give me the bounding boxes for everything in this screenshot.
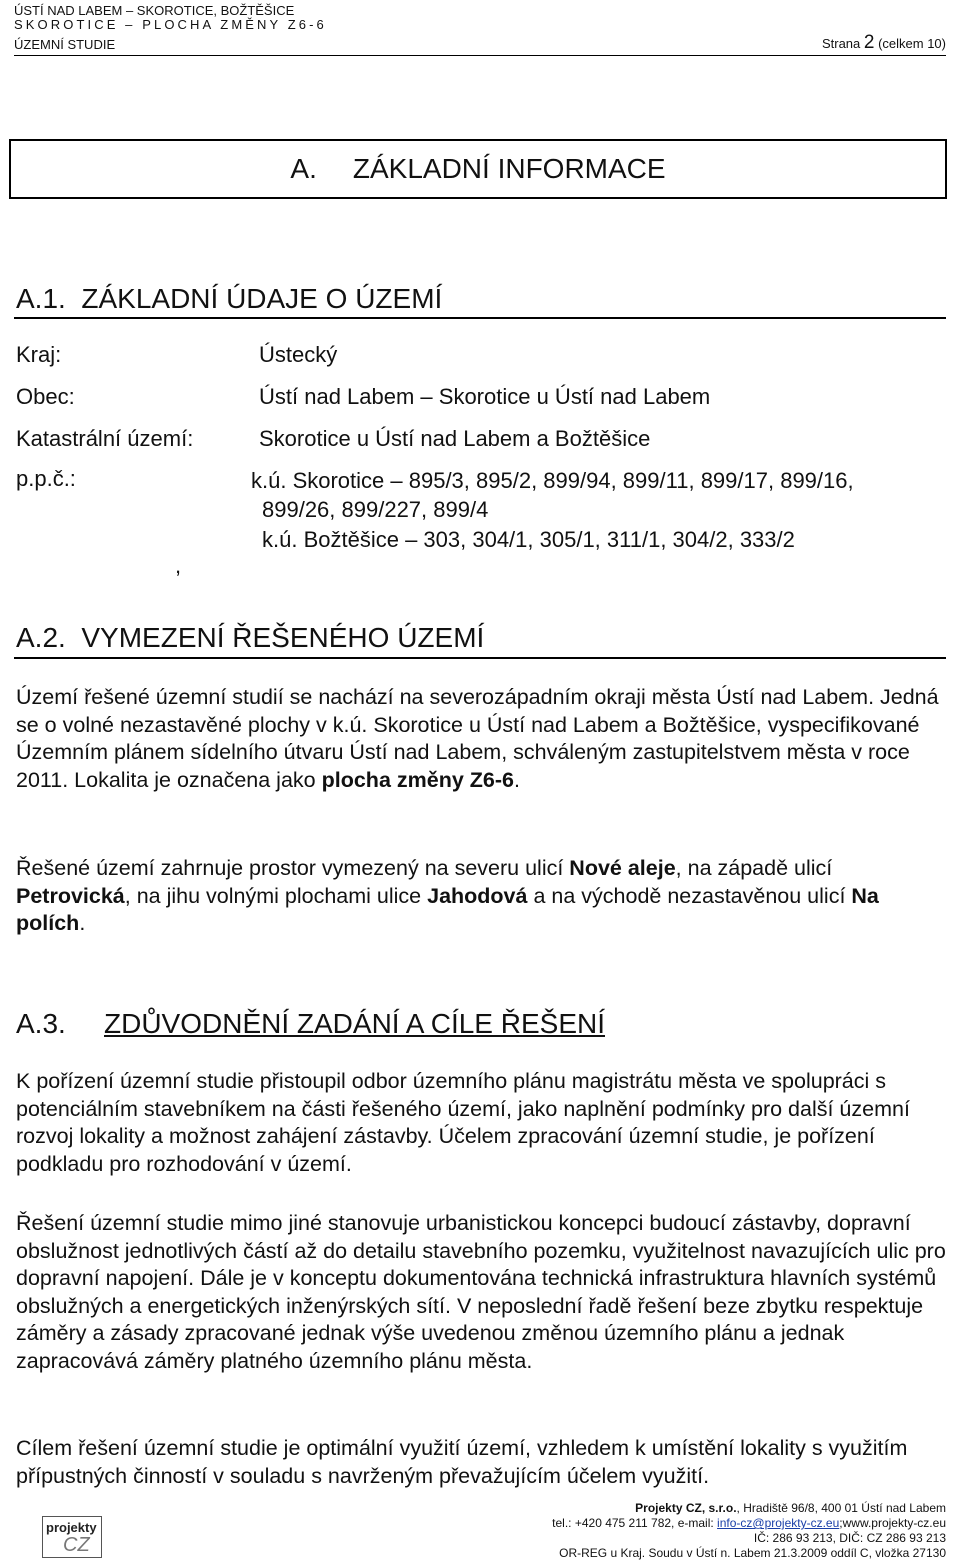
header-project-line: ÚSTÍ NAD LABEM – SKOROTICE, BOŽTĚŠICE	[14, 3, 295, 18]
chapter-title-box	[9, 139, 947, 199]
chapter-title: ZÁKLADNÍ INFORMACE	[352, 153, 666, 184]
logo-text: projekty	[46, 1520, 97, 1535]
section-a2-rule	[14, 657, 946, 659]
section-a1-rule	[14, 317, 946, 319]
street-nove-aleje: Nové aleje	[569, 856, 676, 880]
page-number: 2	[863, 32, 875, 53]
page-indicator	[822, 32, 946, 54]
a2-p2-text-f: .	[79, 911, 86, 935]
footer-register: OR-REG u Kraj. Soudu v Ústí n. Labem 21.3.2009 oddíl C, vložka 27130	[559, 1546, 946, 1560]
a2-p2-text-c: , na západě ulicí	[675, 856, 833, 880]
ppc-skorotice-line2: 899/26, 899/227, 899/4	[262, 497, 489, 522]
page-prefix: Strana	[821, 36, 864, 51]
value-obec: Ústí nad Labem – Skorotice u Ústí nad Labem	[259, 384, 711, 409]
label-obec: Obec:	[16, 384, 75, 409]
footer-separator: ;	[839, 1516, 843, 1530]
company-logo	[42, 1516, 102, 1558]
a3-paragraph-3: Cílem řešení územní studie je optimální využití území, vzhledem k umístění lokality s využitím přípustných činností v souladu s navrženým převažujícím účelem využití.	[16, 1436, 908, 1488]
section-a1-heading: A.1. ZÁKLADNÍ ÚDAJE O ÚZEMÍ	[16, 283, 443, 314]
footer-email-link[interactable]: info-cz@projekty-cz.eu	[717, 1516, 840, 1530]
label-kraj: Kraj:	[16, 342, 62, 367]
section-a2-heading: A.2. VYMEZENÍ ŘEŠENÉHO ÚZEMÍ	[16, 622, 485, 653]
label-katastralni-uzemi: Katastrální území:	[16, 426, 194, 451]
header-doc-type: ÚZEMNÍ STUDIE	[14, 37, 116, 52]
ppc-boztesice: k.ú. Božtěšice – 303, 304/1, 305/1, 311/1, 304/2, 333/2	[262, 527, 795, 552]
a2-p1-text: Území řešené územní studií se nachází na severozápadním okraji města Ústí nad Labem. Jedná se o volné nezastavěné plochy v k.ú. Skorotice u Ústí nad Labem a Božtěšice, vyspecifikované Územním plánem sídelního útvaru Ústí nad Labem, schváleným zastupitelstvem města v roce 2011. Lokalita je označena jako	[16, 685, 939, 792]
footer-contact-line	[552, 1516, 946, 1531]
a2-p2-text-d: , na jihu volnými plochami ulice	[124, 883, 428, 908]
footer-company-name: Projekty CZ, s.r.o.	[635, 1501, 737, 1515]
a3-paragraph-1: K pořízení územní studie přistoupil odbor územního plánu magistrátu města ve spolupráci s potenciálním stavebníkem na části řešeného území, jako naplnění podmínky pro další územní rozvoj lokality a možnost zahájení zástavby. Účelem zpracování územní studie, je pořízení podkladu pro rozhodování v území.	[16, 1069, 910, 1176]
footer-web-link[interactable]: www.projekty-cz.eu	[842, 1516, 946, 1530]
street-petrovicka: Petrovická	[16, 883, 125, 908]
footer-tel: tel.: +420 475 211 782, e-mail:	[552, 1516, 718, 1530]
ppc-skorotice-line1: k.ú. Skorotice – 895/3, 895/2, 899/94, 899/11, 899/17, 899/16,	[251, 468, 854, 493]
value-katastralni-uzemi: Skorotice u Ústí nad Labem a Božtěšice	[259, 426, 651, 451]
footer-ids: IČ: 286 93 213, DIČ: CZ 286 93 213	[753, 1531, 946, 1545]
stray-comma: ,	[175, 553, 182, 578]
section-a3-heading: ZDŮVODNĚNÍ ZADÁNÍ A CÍLE ŘEŠENÍ	[104, 1008, 605, 1039]
a2-p1-bold-zone: plocha změny Z6-6	[321, 767, 514, 792]
a2-paragraph-1	[16, 684, 948, 794]
footer-company-line	[635, 1501, 946, 1516]
chapter-letter: A.	[290, 153, 317, 184]
a3-paragraph-2: Řešení územní studie mimo jiné stanovuje urbanistickou koncepci budoucí zástavby, dopravní obslužnost jednotlivých částí až do detailu stavebního pozemku, využitelnost navazujících ulic pro dopravní napojení. Dále je v konceptu dokumentována technická infrastruktura hlavních systémů obslužných a energetických inženýrských sítí. V neposlední řadě řešení beze zbytku respektuje záměry a zásady zpracované jednak výše uvedenou změnou územního plánu a jednak zapracovává záměry platného územního plánu města.	[16, 1211, 946, 1373]
a2-p1-end: .	[513, 767, 520, 792]
label-ppc: p.p.č.:	[16, 466, 76, 491]
header-subject-line: SKOROTICE – PLOCHA ZMĚNY Z6-6	[14, 17, 327, 32]
value-kraj: Ústecký	[259, 342, 338, 367]
logo-cz: CZ	[63, 1534, 90, 1556]
footer-address: , Hradiště 96/8, 400 01 Ústí nad Labem	[736, 1501, 946, 1515]
page-total: (celkem 10)	[874, 36, 946, 51]
a2-p2-text-e: a na východě nezastavěnou ulicí	[527, 883, 852, 908]
a2-paragraph-2	[16, 855, 948, 938]
a2-p2-text-a: Řešené území zahrnuje prostor vymezený na severu ulicí	[16, 856, 570, 880]
street-jahodova: Jahodová	[427, 883, 528, 908]
header-rule	[14, 55, 946, 56]
section-a3-number: A.3.	[16, 1008, 66, 1039]
street-na-polich: Na polích	[16, 883, 879, 935]
